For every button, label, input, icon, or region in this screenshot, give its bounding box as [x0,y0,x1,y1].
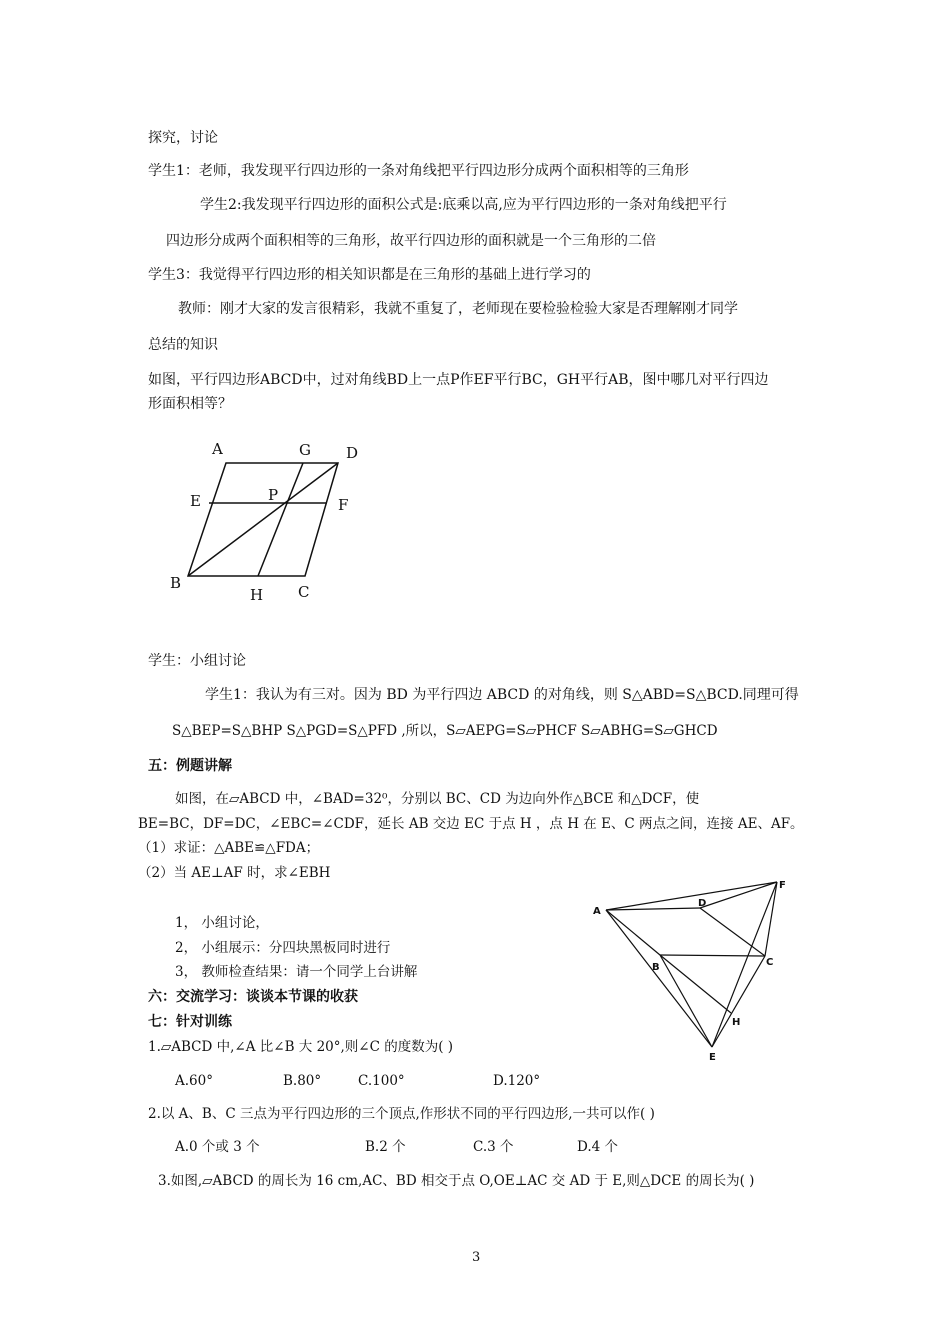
label-e: E [190,492,201,510]
segment-df [700,882,777,908]
line-teacher: 教师：刚才大家的发言很精彩，我就不重复了，老师现在要检验检验大家是否理解刚才同学 [178,301,738,317]
line-teacher-cont: 总结的知识 [148,337,218,353]
line-example-q1: （1）求证：△ABE≌△FDA； [138,840,320,856]
label-d2: D [698,898,707,909]
exercise-2-option-b: B.2 个 [365,1139,406,1155]
exercise-2-option-c: C.3 个 [473,1139,514,1155]
line-answer-cont: S△BEP=S△BHP S△PGD=S△PFD ,所以，S▱AEPG=S▱PHCF S▱ABHG=S▱GHCD [172,723,718,739]
line-question: 如图，平行四边形ABCD中，过对角线BD上一点P作EF平行BC，GH平行AB，图中哪几对平行四边 [148,372,769,388]
line-student2: 学生2:我发现平行四边形的面积公式是:底乘以高,应为平行四边形的一条对角线把平行 [200,197,727,213]
segment-bh [660,955,731,1013]
label-h: H [250,586,264,604]
label-a2: A [593,906,601,917]
exercise-1-option-c: C.100° [358,1073,405,1089]
line-student1: 学生1：老师，我发现平行四边形的一条对角线把平行四边形分成两个面积相等的三角形 [148,163,689,179]
segment-ae [606,910,712,1047]
segment-gh [258,463,303,576]
label-f2: F [779,880,786,891]
line-answer: 学生1：我认为有三对。因为 BD 为平行四边 ABCD 的对角线，则 S△ABD=S△BCD.同理可得 [205,687,799,703]
exercise-1-option-d: D.120° [493,1073,541,1089]
segment-bc [660,955,765,956]
section-seven-heading: 七：针对训练 [148,1014,232,1030]
label-a: A [212,440,223,458]
label-h2: H [732,1017,741,1028]
diagonal-bd [188,463,338,576]
line-example-q2: （2）当 AE⊥AF 时，求∠EBH [138,865,331,881]
label-c: C [298,583,310,601]
step-2: 2， 小组展示：分四块黑板同时进行 [175,940,391,956]
label-b2: B [652,962,660,973]
exercise-2-option-d: D.4 个 [577,1139,619,1155]
page-number: 3 [472,1250,481,1265]
exercise-1: 1.▱ABCD 中,∠A 比∠B 大 20°,则∠C 的度数为( ) [148,1039,454,1055]
section-five-heading: 五：例题讲解 [148,758,232,774]
label-p: P [268,486,279,504]
exercise-2: 2.以 A、B、C 三点为平行四边形的三个顶点,作形状不同的平行四边形,一共可以作( ) [148,1106,655,1122]
label-b: B [170,574,182,592]
segment-af [606,882,777,910]
label-e2: E [709,1052,716,1063]
section-six-heading: 六：交流学习：谈谈本节课的收获 [148,989,358,1005]
line-example-cont: BE=BC，DF=DC，∠EBC=∠CDF，延长 AB 交边 EC 于点 H ，点 H 在 E、C 两点之间，连接 AE、AF。 [138,816,804,832]
segment-be [660,955,712,1047]
line-explore-discuss: 探究，讨论 [148,130,218,146]
line-student2-cont: 四边形分成两个面积相等的三角形，故平行四边形的面积就是一个三角形的二倍 [166,233,656,249]
segment-ab [606,910,660,955]
triangle-figure [585,870,795,1070]
segment-fc [765,882,777,956]
exercise-1-option-b: B.80° [283,1073,322,1089]
exercise-3: 3.如图,▱ABCD 的周长为 16 cm,AC、BD 相交于点 O,OE⊥AC 交 AD 于 E,则△DCE 的周长为( ) [158,1173,755,1189]
line-group-discuss: 学生：小组讨论 [148,653,246,669]
segment-ce [712,956,765,1047]
segment-dc [700,908,765,956]
label-f: F [338,496,349,514]
step-1: 1， 小组讨论， [175,915,269,931]
exercise-1-option-a: A.60° [175,1073,213,1089]
line-example: 如图，在▱ABCD 中，∠BAD=32⁰，分别以 BC、CD 为边向外作△BCE 和△DCF，使 [175,791,700,807]
segment-ad [606,908,700,910]
step-3: 3， 教师检查结果：请一个同学上台讲解 [175,964,418,980]
label-c2: C [766,957,774,968]
label-d: D [346,444,359,462]
line-student3: 学生3：我觉得平行四边形的相关知识都是在三角形的基础上进行学习的 [148,267,591,283]
exercise-2-option-a: A.0 个或 3 个 [175,1139,260,1155]
label-g: G [299,441,311,459]
parallelogram-figure [160,430,380,610]
line-question-cont: 形面积相等？ [148,396,232,412]
